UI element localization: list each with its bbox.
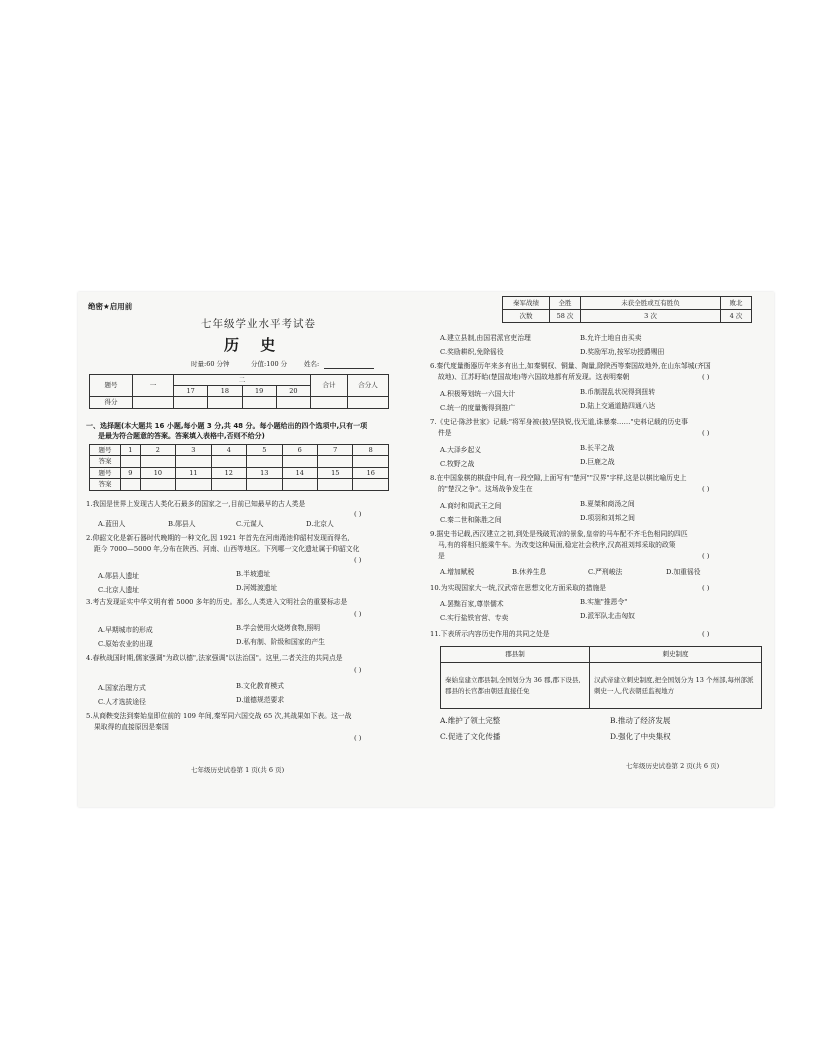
war-table-cell: 3 次 xyxy=(581,310,721,323)
answer-input[interactable] xyxy=(317,456,352,468)
war-table-header: 未获全胜或互有胜负 xyxy=(581,297,721,310)
system-table-header: 郡县制 xyxy=(441,647,590,663)
answer-table-cell: 7 xyxy=(317,445,352,456)
page-2 xyxy=(430,292,770,807)
question-9-line2: 马,有的将相只能乘牛车。为改变这种局面,稳定社会秩序,汉高祖刘邦采取的政策 xyxy=(438,541,676,549)
question-10: 10.为实现国家大一统,汉武帝在思想文化方面采取的措施是 xyxy=(430,584,607,592)
option[interactable]: D.加重徭役 xyxy=(666,568,701,576)
option[interactable]: D.北京人 xyxy=(306,520,334,528)
option[interactable]: D.私有制、阶级和国家的产生 xyxy=(236,638,325,646)
option[interactable]: B.长平之战 xyxy=(580,444,615,452)
question-5-line2: 果取得的直接原因是秦国 xyxy=(94,723,169,731)
page-footer: 七年级历史试卷第 1 页(共 6 页) xyxy=(191,766,285,774)
answer-table-cell: 1 xyxy=(121,445,141,456)
option[interactable]: A.建立县制,由国君派官吏治理 xyxy=(440,334,531,342)
question-8: 8.在中国象棋的棋盘中间,有一段空隙,上面写有"楚河""汉界"字样,这是以棋比喻历史上 xyxy=(430,474,687,482)
answer-table-cell: 11 xyxy=(176,468,211,479)
question-3: 3.考古发现证实中华文明有着 5000 多年的历史。那么,人类进入文明社会的重要标志是 xyxy=(86,598,348,606)
answer-input[interactable] xyxy=(247,456,282,468)
page-1 xyxy=(86,292,416,807)
answer-paren: ( ) xyxy=(702,485,710,493)
option[interactable]: D.河姆渡遗址 xyxy=(236,584,278,592)
answer-table-cell: 6 xyxy=(282,445,317,456)
answer-table-label: 题号 xyxy=(90,468,121,479)
option[interactable]: B.郧县人 xyxy=(168,520,196,528)
question-8-line2: 的"楚汉之争"。这场战争发生在 xyxy=(438,485,533,493)
answer-paren: ( ) xyxy=(354,556,362,564)
option[interactable]: A.早期城市的形成 xyxy=(98,626,153,634)
score-input[interactable] xyxy=(174,397,208,409)
score-table-cell: 20 xyxy=(276,386,310,397)
score-table-cell: 17 xyxy=(174,386,208,397)
option[interactable]: B.允许土地自由买卖 xyxy=(580,334,642,342)
answer-input[interactable] xyxy=(176,456,211,468)
score-table-cell: 得分 xyxy=(90,397,133,409)
answer-paren: ( ) xyxy=(702,584,710,592)
answer-table xyxy=(89,444,389,491)
option[interactable]: C.统一的度量衡得到推广 xyxy=(440,404,516,412)
answer-paren: ( ) xyxy=(702,552,710,560)
subject-title: 历 史 xyxy=(224,336,284,354)
answer-paren: ( ) xyxy=(354,610,362,618)
answer-input[interactable] xyxy=(140,479,175,491)
answer-input[interactable] xyxy=(211,456,246,468)
option[interactable]: C.奖励耕织,免除徭役 xyxy=(440,348,504,356)
question-9: 9.据史书记载,西汉建立之初,到处是残破荒凉的景象,皇帝的马车配不齐毛色相同的四匹 xyxy=(430,530,688,538)
answer-paren: ( ) xyxy=(702,429,710,437)
score-table xyxy=(89,374,389,409)
system-table xyxy=(440,646,762,709)
answer-input[interactable] xyxy=(121,456,141,468)
exam-sheet xyxy=(78,292,774,807)
option[interactable]: D.奖励军功,按军功授爵赐田 xyxy=(580,348,665,356)
answer-paren: ( ) xyxy=(702,373,710,381)
answer-paren: ( ) xyxy=(354,666,362,674)
name-field[interactable] xyxy=(324,368,374,369)
score-table-header: 合分人 xyxy=(348,375,389,397)
answer-paren: ( ) xyxy=(702,630,710,638)
answer-table-label: 答案 xyxy=(90,479,121,491)
answer-input[interactable] xyxy=(282,456,317,468)
system-table-cell: 秦始皇建立郡县制,全国划分为 36 郡,郡下设县,郡县的长官都由朝廷直接任免 xyxy=(441,663,590,709)
option[interactable]: D.陆上交通道路四通八达 xyxy=(580,402,656,410)
section-heading: 一、选择题(本大题共 16 小题,每小题 3 分,共 48 分。每小题给出的四个选项中,只有一项 xyxy=(86,422,368,430)
score-input[interactable] xyxy=(311,397,348,409)
score-table-header: 二 xyxy=(174,375,311,386)
war-table-header: 秦军战绩 xyxy=(503,297,550,310)
war-table-cell: 4 次 xyxy=(721,310,752,323)
answer-table-cell: 12 xyxy=(211,468,246,479)
score-input[interactable] xyxy=(242,397,276,409)
option[interactable]: B.币制混乱状况得到扭转 xyxy=(580,388,656,396)
question-7-line2: 件是 xyxy=(438,429,452,437)
question-6-line2: 故地)、江苏盱眙(楚国故地)等六国故地都有所发现。这表明秦朝 xyxy=(438,373,630,381)
option[interactable]: D.强化了中央集权 xyxy=(610,732,671,741)
option[interactable]: B.夏桀和商汤之间 xyxy=(580,500,635,508)
question-11: 11.下表所示内容历史作用的共同之处是 xyxy=(430,630,550,638)
question-1: 1.我国是世界上发现古人类化石最多的国家之一,目前已知最早的古人类是 xyxy=(86,500,306,508)
score-label: 分值:100 分 xyxy=(251,360,288,368)
name-label: 姓名: xyxy=(304,360,320,368)
score-table-header: 合计 xyxy=(311,375,348,397)
question-6: 6.秦代度量衡器历年来多有出土,如秦铜权、铜量、陶量,除陕西等秦国故地外,在山东邹城(齐国 xyxy=(430,362,711,370)
secret-label: 绝密★启用前 xyxy=(88,302,133,311)
option[interactable]: C.人才选拔途径 xyxy=(98,698,146,706)
score-input[interactable] xyxy=(276,397,310,409)
option[interactable]: A.积极筹划统一六国大计 xyxy=(440,390,516,398)
question-9-line3: 是 xyxy=(438,552,445,560)
war-table-header: 败北 xyxy=(721,297,752,310)
answer-table-label: 题号 xyxy=(90,445,121,456)
score-input[interactable] xyxy=(208,397,242,409)
answer-input[interactable] xyxy=(176,479,211,491)
answer-table-cell: 2 xyxy=(140,445,175,456)
option[interactable]: C.严刑峻法 xyxy=(588,568,623,576)
option[interactable]: C.促进了文化传播 xyxy=(440,732,501,741)
page-footer: 七年级历史试卷第 2 页(共 6 页) xyxy=(626,762,720,770)
score-table-header: 一 xyxy=(133,375,174,397)
answer-input[interactable] xyxy=(353,479,389,491)
score-table-cell: 18 xyxy=(208,386,242,397)
answer-table-cell: 14 xyxy=(282,468,317,479)
war-table-cell: 次数 xyxy=(503,310,550,323)
option[interactable]: A.商纣和周武王之间 xyxy=(440,502,502,510)
score-input[interactable] xyxy=(348,397,389,409)
answer-table-label: 答案 xyxy=(90,456,121,468)
option[interactable]: C.北京人遗址 xyxy=(98,586,140,594)
option[interactable]: D.巨鹿之战 xyxy=(580,458,615,466)
section-heading-2: 是最为符合题意的答案。答案填入表格中,否则不给分) xyxy=(98,432,265,440)
answer-table-cell: 8 xyxy=(353,445,389,456)
question-5: 5.从商鞅变法到秦始皇即位前的 109 年间,秦军同六国交战 65 次,其战果如下表。这一战 xyxy=(86,712,352,720)
option[interactable]: B.实施"推恩令" xyxy=(580,598,628,606)
answer-input[interactable] xyxy=(211,479,246,491)
score-table-cell: 19 xyxy=(242,386,276,397)
option[interactable]: B.休养生息 xyxy=(512,568,547,576)
answer-input[interactable] xyxy=(247,479,282,491)
question-2-line2: 距今 7000—5000 年,分布在陕西、河南、山西等地区。下列哪一文化遗址属于仰韶文化 xyxy=(94,545,360,553)
option[interactable]: D.项羽和刘邦之间 xyxy=(580,514,635,522)
system-table-header: 刺史制度 xyxy=(590,647,762,663)
answer-input[interactable] xyxy=(317,479,352,491)
option[interactable]: D.派军队北击匈奴 xyxy=(580,612,635,620)
question-7: 7.《史记·陈涉世家》记载:"将军身被(披)坚执锐,伐无道,诛暴秦……"史料记载的历史事 xyxy=(430,418,688,426)
answer-input[interactable] xyxy=(121,479,141,491)
answer-table-cell: 5 xyxy=(247,445,282,456)
question-2: 2.仰韶文化是新石器时代晚期的一种文化,因 1921 年首先在河南渑池仰韶村发现而得名, xyxy=(86,534,350,542)
option[interactable]: B.半坡遗址 xyxy=(236,570,271,578)
option[interactable]: C.实行盐铁官营、专卖 xyxy=(440,614,509,622)
option[interactable]: A.蓝田人 xyxy=(98,520,126,528)
answer-table-cell: 4 xyxy=(211,445,246,456)
war-record-table xyxy=(502,296,752,323)
option[interactable]: A.增加赋税 xyxy=(440,568,475,576)
option[interactable]: A.大泽乡起义 xyxy=(440,446,482,454)
time-label: 时量:60 分钟 xyxy=(191,360,230,368)
option[interactable]: A.国家治理方式 xyxy=(98,684,146,692)
answer-table-cell: 10 xyxy=(140,468,175,479)
answer-table-cell: 3 xyxy=(176,445,211,456)
option[interactable]: B.文化教育模式 xyxy=(236,682,284,690)
score-table-header: 题号 xyxy=(90,375,133,397)
answer-table-cell: 13 xyxy=(247,468,282,479)
option[interactable]: B.学会使用火烧烤食物,照明 xyxy=(236,624,321,632)
option[interactable]: C.元谋人 xyxy=(236,520,264,528)
answer-paren: ( ) xyxy=(354,734,362,742)
system-table-cell: 汉武帝建立刺史制度,把全国划分为 13 个州部,每州部派刺史一人,代表朝廷监视地方 xyxy=(590,663,762,709)
option[interactable]: B.推动了经济发展 xyxy=(610,716,671,725)
option[interactable]: A.罢黜百家,尊崇儒术 xyxy=(440,600,504,608)
option[interactable]: C.原始农业的出现 xyxy=(98,640,153,648)
score-input[interactable] xyxy=(133,397,174,409)
answer-input[interactable] xyxy=(282,479,317,491)
answer-paren: ( ) xyxy=(354,510,362,518)
answer-input[interactable] xyxy=(140,456,175,468)
option[interactable]: A.维护了领土完整 xyxy=(440,716,501,725)
option[interactable]: D.道德规范要求 xyxy=(236,696,285,704)
option[interactable]: A.郧县人遗址 xyxy=(98,572,140,580)
option[interactable]: C.秦二世和陈胜之间 xyxy=(440,516,502,524)
option[interactable]: C.牧野之战 xyxy=(440,460,475,468)
war-table-cell: 58 次 xyxy=(550,310,581,323)
answer-table-cell: 15 xyxy=(317,468,352,479)
exam-title: 七年级学业水平考试卷 xyxy=(201,318,316,330)
question-4: 4.春秋战国时期,儒家强调"为政以德",法家强调"以法治国"。这里,二者关注的共同点是 xyxy=(86,654,343,662)
answer-table-cell: 16 xyxy=(353,468,389,479)
war-table-header: 全胜 xyxy=(550,297,581,310)
answer-input[interactable] xyxy=(353,456,389,468)
answer-table-cell: 9 xyxy=(121,468,141,479)
